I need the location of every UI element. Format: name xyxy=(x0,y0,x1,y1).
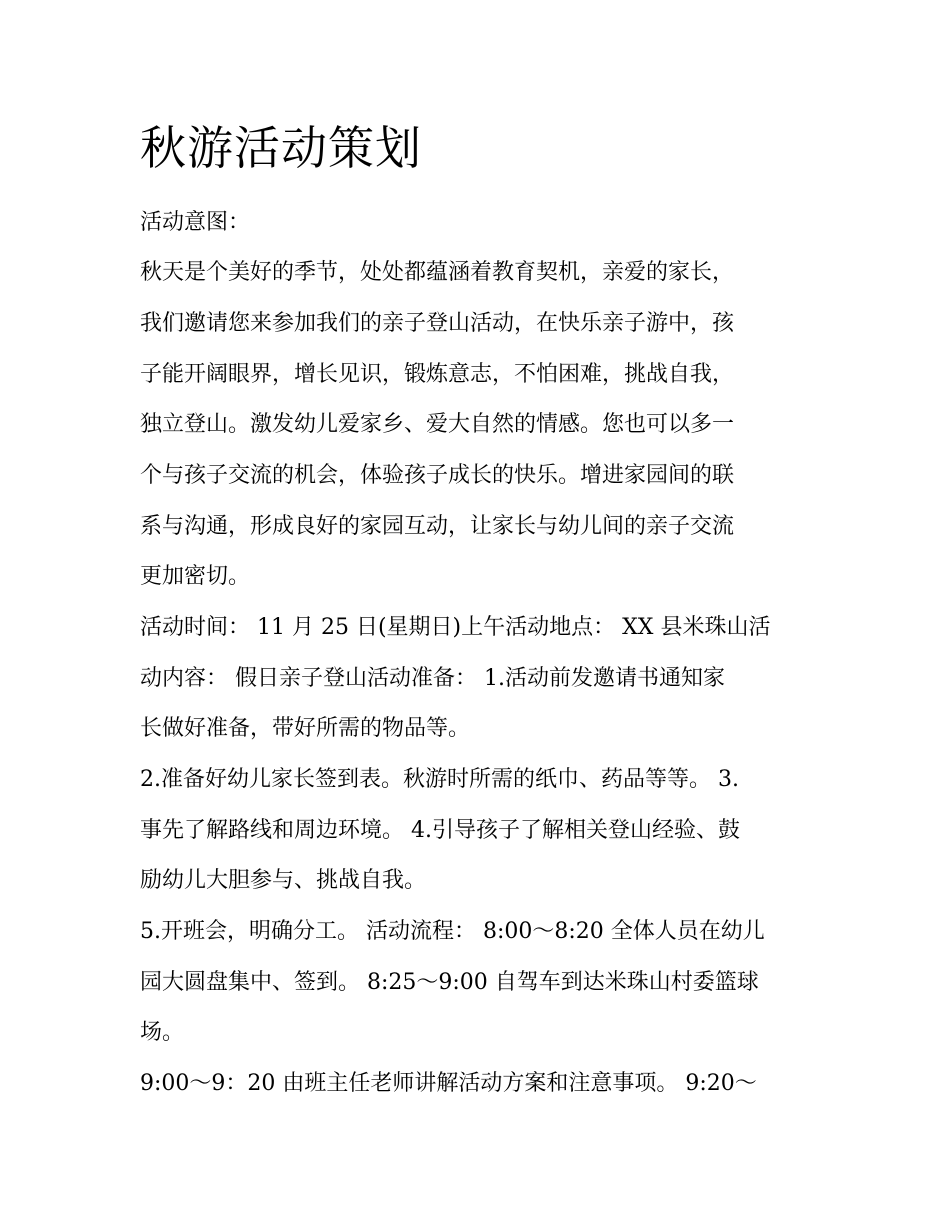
paragraph-line: 我们邀请您来参加我们的亲子登山活动，在快乐亲子游中，孩 xyxy=(140,311,735,336)
document-title: 秋游活动策划 xyxy=(140,121,422,175)
paragraph-line: 活动时间： 11 月 25 日(星期日)上午活动地点： XX 县米珠山活 xyxy=(140,615,771,640)
paragraph-line: 子能开阔眼界，增长见识，锻炼意志，不怕困难，挑战自我， xyxy=(140,362,735,387)
paragraph-line: 9:00～9：20 由班主任老师讲解活动方案和注意事项。 9:20～ xyxy=(140,1071,757,1096)
paragraph-line: 5.开班会，明确分工。 活动流程： 8:00～8:20 全体人员在幼儿 xyxy=(140,919,765,944)
paragraph-line: 园大圆盘集中、签到。 8:25～9:00 自驾车到达米珠山村委篮球 xyxy=(140,970,759,995)
paragraph-line: 更加密切。 xyxy=(140,564,251,589)
section-heading-intent: 活动意图： xyxy=(140,210,251,235)
paragraph-line: 长做好准备，带好所需的物品等。 xyxy=(140,716,471,741)
paragraph-line: 场。 xyxy=(140,1020,185,1045)
paragraph-line: 秋天是个美好的季节，处处都蕴涵着教育契机，亲爱的家长， xyxy=(140,260,735,285)
paragraph-line: 励幼儿大胆参与、挑战自我。 xyxy=(140,868,427,893)
paragraph-line: 事先了解路线和周边环境。 4.引导孩子了解相关登山经验、鼓 xyxy=(140,818,740,843)
paragraph-line: 2.准备好幼儿家长签到表。秋游时所需的纸巾、药品等等。 3. xyxy=(140,767,739,792)
paragraph-line: 独立登山。激发幼儿爱家乡、爱大自然的情感。您也可以多一 xyxy=(140,412,735,437)
paragraph-line: 个与孩子交流的机会，体验孩子成长的快乐。增进家园间的联 xyxy=(140,463,735,488)
paragraph-line: 系与沟通，形成良好的家园互动，让家长与幼儿间的亲子交流 xyxy=(140,514,735,539)
paragraph-line: 动内容： 假日亲子登山活动准备： 1.活动前发邀请书通知家 xyxy=(140,666,725,691)
